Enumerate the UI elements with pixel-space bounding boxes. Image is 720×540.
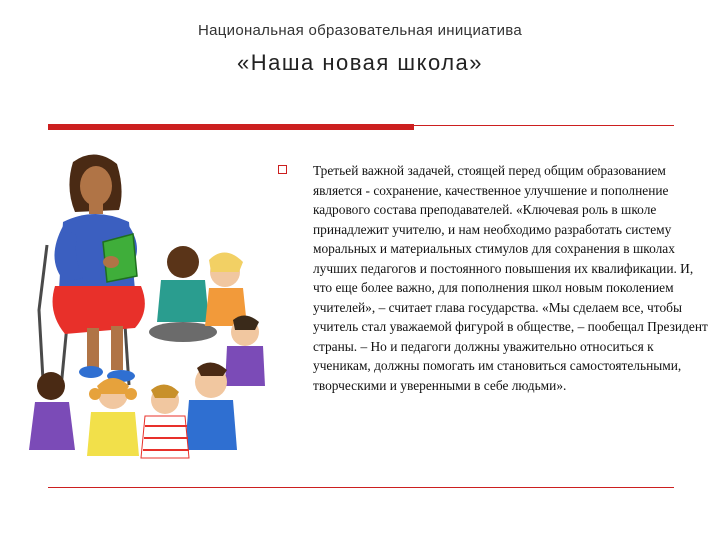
bullet-square-icon	[278, 165, 287, 174]
bullet-text: Третьей важной задачей, стоящей перед общим образованием является - сохранение, качественное улучшение и пополнение кадрового состава преподавателей. «Ключевая роль в школе принадлежит учителю, и нам необходимо разработать систему моральных и материальных стимулов для сохранения в школах лучших педагогов и постоянного повышения их квалификации. И, что еще более важно, для пополнения школ новым поколением учителей», – считает глава государства. «Мы сделаем все, чтобы учитель стал уважаемой фигурой в обществе, – пообещал Президент страны. – Но и педагоги должны уважительно относиться к ученикам, должны помогать им становиться самостоятельными, творческими и уверенными в себе людьми».	[313, 163, 708, 393]
footer-divider	[48, 487, 674, 488]
subtitle: Национальная образовательная инициатива	[197, 22, 523, 39]
page-title: «Наша новая школа»	[236, 50, 484, 75]
teacher-reading-to-children-icon	[25, 150, 270, 472]
title-divider-thin	[414, 125, 674, 126]
title-divider-thick	[48, 124, 414, 130]
